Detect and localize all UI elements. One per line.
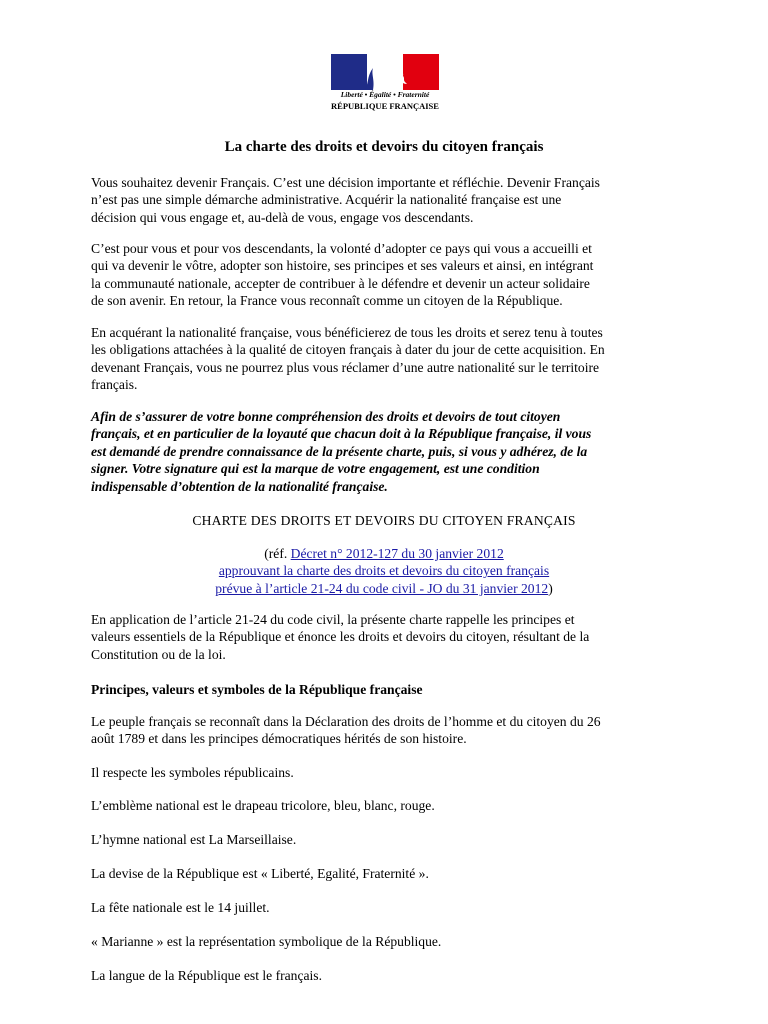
republic-motto: Liberté • Égalité • Fraternité bbox=[340, 90, 430, 99]
text-line: n’est pas une simple démarche administrative. Acquérir la nationalité française est une bbox=[91, 192, 562, 208]
intro-paragraph-1 bbox=[91, 174, 691, 226]
text-line: devenant Français, vous ne pourrez plus vous réclamer d’une autre nationalité sur le territoire bbox=[91, 359, 600, 375]
text-line: indispensable d’obtention de la nationalité française. bbox=[91, 478, 388, 494]
section-heading: Principes, valeurs et symboles de la République française bbox=[91, 682, 423, 697]
text-line: français. bbox=[91, 377, 138, 393]
intro-paragraph-4-emphasis bbox=[91, 408, 691, 495]
decree-link[interactable]: approuvant la charte des droits et devoirs du citoyen français bbox=[218, 563, 550, 579]
text-line: qui va devenir le vôtre, adopter son histoire, ses principes et ses valeurs et ainsi, en intégrant bbox=[91, 258, 594, 274]
reference-line-1 bbox=[0, 545, 768, 562]
intro-paragraph-2 bbox=[91, 240, 691, 310]
text-line: de son avenir. En retour, la France vous reconnaît comme un citoyen de la République. bbox=[91, 293, 563, 309]
reference-prefix: (réf. bbox=[264, 546, 291, 561]
text-line: août 1789 et dans les principes démocratiques hérités de son histoire. bbox=[91, 731, 467, 747]
symbol-statement: « Marianne » est la représentation symbolique de la République. bbox=[91, 934, 442, 949]
reference-suffix: ) bbox=[548, 580, 553, 596]
symbol-statement: La devise de la République est « Liberté, Egalité, Fraternité ». bbox=[91, 866, 429, 881]
text-line: valeurs essentiels de la République et énonce les droits et devoirs du citoyen, résultant de la bbox=[91, 629, 590, 645]
reference-line-2 bbox=[0, 562, 768, 579]
page-title: La charte des droits et devoirs du citoyen français bbox=[224, 139, 544, 155]
text-line: décision qui vous engage et, au-delà de vous, engage vos descendants. bbox=[91, 209, 474, 225]
charter-subtitle: CHARTE DES DROITS ET DEVOIRS DU CITOYEN FRANÇAIS bbox=[192, 513, 576, 528]
symbol-statement: L’emblème national est le drapeau tricolore, bleu, blanc, rouge. bbox=[91, 798, 435, 813]
text-line: signer. Votre signature qui est la marque de votre engagement, est une condition bbox=[91, 461, 540, 477]
flag-red-band bbox=[403, 54, 439, 90]
declaration-paragraph bbox=[91, 713, 691, 748]
republic-name: RÉPUBLIQUE FRANÇAISE bbox=[331, 101, 439, 111]
decree-link[interactable]: Décret n° 2012-127 du 30 janvier 2012 bbox=[290, 546, 504, 561]
text-line: la communauté nationale, accepter de contribuer à le défendre et devenir un acteur solidaire bbox=[91, 275, 590, 291]
intro-paragraph-3 bbox=[91, 324, 691, 394]
text-line: En acquérant la nationalité française, vous bénéficierez de tous les droits et serez tenu à toutes bbox=[91, 325, 603, 340]
symbol-statement: L’hymne national est La Marseillaise. bbox=[91, 832, 297, 847]
text-line: Afin de s’assurer de votre bonne compréhension des droits et devoirs de tout citoyen bbox=[91, 409, 561, 424]
text-line: C’est pour vous et pour vos descendants, la volonté d’adopter ce pays qui vous a accueilli et bbox=[91, 241, 592, 256]
text-line: En application de l’article 21-24 du code civil, la présente charte rappelle les principes et bbox=[91, 612, 575, 627]
text-line: Le peuple français se reconnaît dans la Déclaration des droits de l’homme et du citoyen du 26 bbox=[91, 714, 601, 729]
symbol-statement: La fête nationale est le 14 juillet. bbox=[91, 900, 270, 915]
decree-link[interactable]: prévue à l’article 21-24 du code civil - JO du 31 janvier 2012 bbox=[215, 580, 549, 596]
flag-blue-band bbox=[331, 54, 367, 90]
text-line: français, et en particulier de la loyauté que chacun doit à la République française, il vous bbox=[91, 426, 592, 442]
decree-reference bbox=[0, 545, 768, 597]
text-line: est demandé de prendre connaissance de la présente charte, puis, si vous y adhérez, de la bbox=[91, 443, 588, 459]
text-line: Vous souhaitez devenir Français. C’est une décision importante et réfléchie. Devenir Français bbox=[91, 175, 600, 190]
symbol-statement: La langue de la République est le français. bbox=[91, 968, 323, 983]
text-line: les obligations attachées à la qualité de citoyen français à dater du jour de cette acquisition. En bbox=[91, 342, 605, 358]
reference-line-3 bbox=[0, 580, 768, 597]
symbol-statement: Il respecte les symboles républicains. bbox=[91, 765, 294, 780]
charter-intro-paragraph bbox=[91, 611, 691, 663]
text-line: Constitution ou de la loi. bbox=[91, 646, 226, 662]
